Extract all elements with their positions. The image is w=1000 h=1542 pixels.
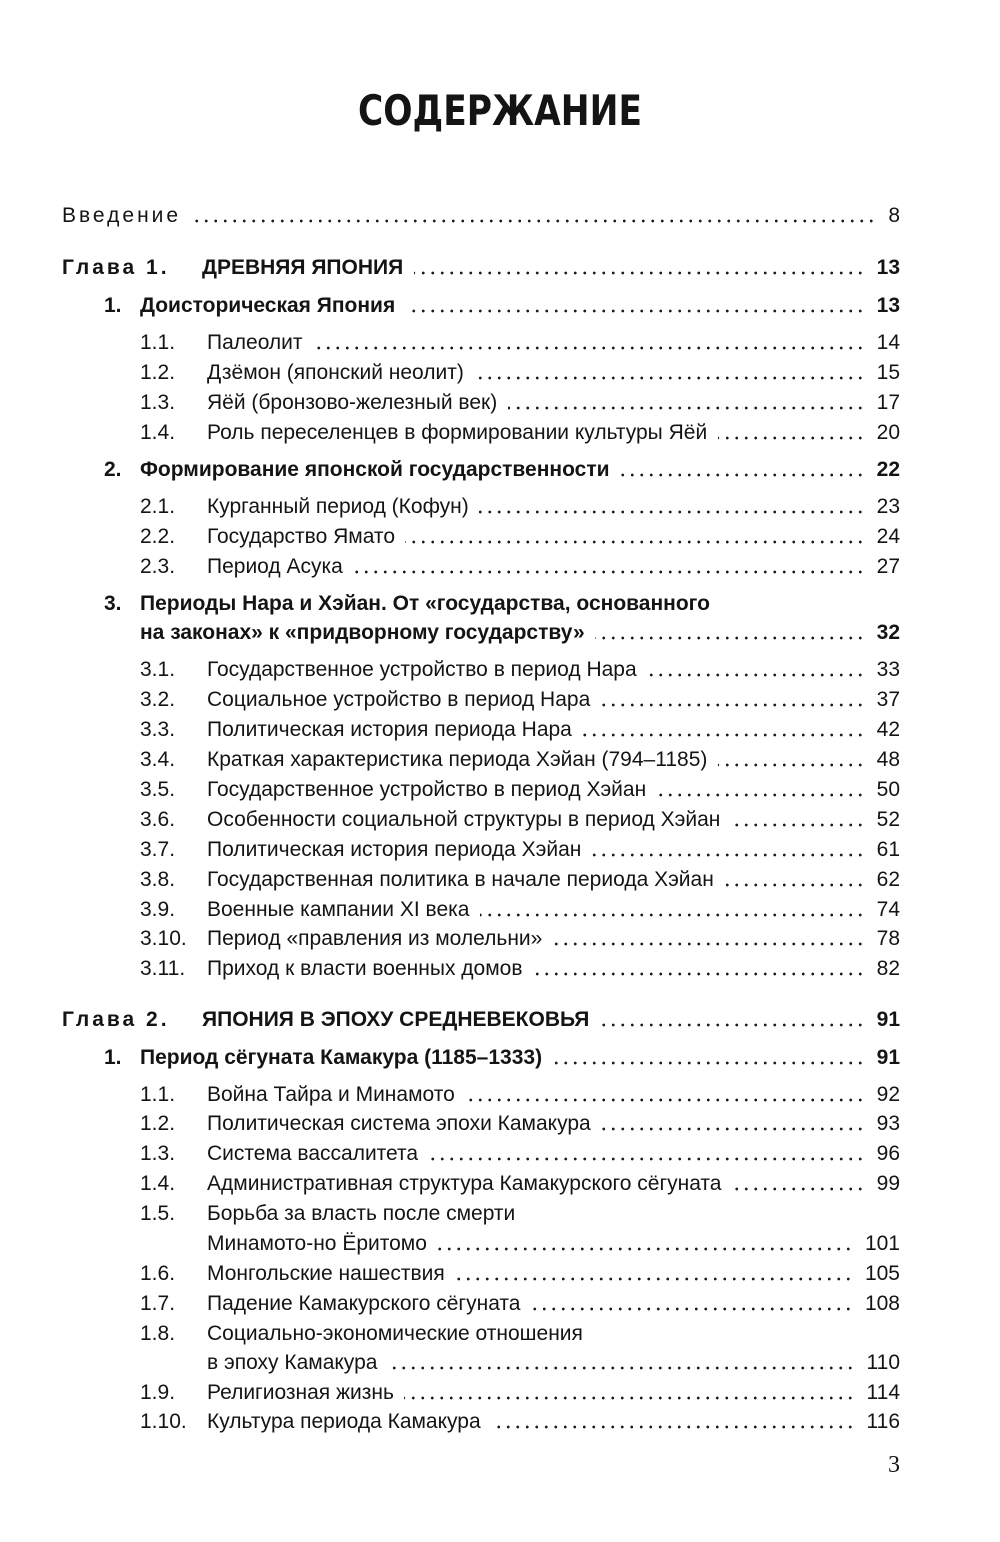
- toc-entry-title: Политическая система эпохи Камакура: [207, 1112, 591, 1135]
- toc-entry-title: Минамото-но Ёритомо: [207, 1232, 427, 1255]
- toc-entry-page: 114: [866, 1381, 900, 1404]
- toc-entry-title: Борьба за власть после смерти: [207, 1202, 516, 1225]
- leader-dots: [313, 346, 865, 350]
- toc-entry-page: 27: [876, 555, 900, 578]
- toc-entry-number: 1.: [104, 294, 122, 317]
- toc-entry: [0, 358, 1000, 388]
- toc-entry: [0, 1289, 1000, 1319]
- leader-dots: [718, 436, 865, 440]
- toc-entry: [0, 1139, 1000, 1169]
- toc-entry-number: 1.2.: [140, 1112, 176, 1135]
- toc-entry-page: 15: [876, 361, 900, 384]
- toc-entry: [0, 201, 1000, 231]
- toc-entry: [0, 1407, 1000, 1437]
- toc-entry-title: в эпоху Камакура: [207, 1351, 378, 1374]
- toc-entry: [0, 745, 1000, 775]
- toc-entry-number: 1.3.: [140, 391, 176, 414]
- toc-entry: [0, 253, 1000, 283]
- toc-entry-page: 105: [864, 1262, 900, 1285]
- toc-entry-title: Монгольские нашествия: [207, 1262, 445, 1285]
- toc-entry-number: 2.: [104, 458, 122, 481]
- toc-entry-number: 2.3.: [140, 555, 176, 578]
- toc-entry-title: Период Асука: [207, 555, 343, 578]
- toc-entry-title: Война Тайра и Минамото: [207, 1083, 455, 1106]
- toc-entry-page: 99: [876, 1172, 900, 1195]
- toc-entry: [0, 1080, 1000, 1110]
- toc-entry-title: Доисторическая Япония: [140, 294, 396, 317]
- leader-dots: [405, 540, 865, 544]
- leader-dots: [647, 673, 865, 677]
- toc-entry: [0, 1043, 1000, 1073]
- toc-entry-number: 3.9.: [140, 898, 176, 921]
- toc-entry-page: 22: [876, 458, 900, 481]
- toc-entry-page: 52: [876, 808, 900, 831]
- toc-entry-title: на законах» к «придворному государству»: [140, 621, 585, 644]
- toc-entry-number: 3.2.: [140, 688, 176, 711]
- toc-entry-title: Социальное устройство в период Нара: [207, 688, 591, 711]
- leader-dots: [508, 406, 865, 410]
- leader-dots: [592, 853, 865, 857]
- leader-dots: [531, 1307, 853, 1311]
- toc-entry-page: 37: [876, 688, 900, 711]
- toc-entry-title: Государственное устройство в период Хэйан: [207, 778, 647, 801]
- toc-entry: [0, 1229, 1000, 1259]
- toc-entry-number: 3.5.: [140, 778, 176, 801]
- toc-entry-page: 82: [876, 957, 900, 980]
- toc-entry-page: 13: [876, 256, 900, 279]
- toc-entry-title: Государство Ямато: [207, 525, 395, 548]
- toc-entry: [0, 865, 1000, 895]
- leader-dots: [731, 823, 865, 827]
- toc-entry-page: 91: [876, 1046, 900, 1069]
- leader-dots: [657, 793, 865, 797]
- toc-entry-title: Культура периода Камакура: [207, 1410, 481, 1433]
- toc-entry-title: Государственная политика в начале периода Хэйан: [207, 868, 714, 891]
- leader-dots: [491, 1425, 855, 1429]
- leader-dots: [620, 473, 865, 477]
- toc-entry-number: 1.7.: [140, 1292, 176, 1315]
- toc-entry-page: 8: [888, 204, 900, 227]
- leader-dots: [437, 1247, 853, 1251]
- toc-entry-number: 3.10.: [140, 927, 187, 950]
- toc-entry-title: Роль переселенцев в формировании культуры Яёй: [207, 421, 708, 444]
- toc-entry-number: 1.10.: [140, 1410, 187, 1433]
- leader-dots: [600, 1023, 865, 1027]
- toc-entry: [0, 492, 1000, 522]
- toc-entry-page: 74: [876, 898, 900, 921]
- toc-entry-title: Политическая история периода Нара: [207, 718, 572, 741]
- leader-dots: [480, 913, 865, 917]
- toc-entry-title: Введение: [62, 204, 182, 227]
- toc-entry-title: Религиозная жизнь: [207, 1381, 394, 1404]
- toc-entry: [0, 685, 1000, 715]
- toc-entry-number: 1.4.: [140, 1172, 176, 1195]
- toc-entry-page: 78: [876, 927, 900, 950]
- toc-entry-number: 1.1.: [140, 331, 176, 354]
- toc-entry: [0, 388, 1000, 418]
- leader-dots: [429, 1157, 865, 1161]
- toc-entry: [0, 589, 1000, 619]
- toc-entry-number: 1.1.: [140, 1083, 176, 1106]
- toc-entry: [0, 775, 1000, 805]
- toc-entry-number: Глава 1.: [62, 256, 170, 279]
- toc-entry: [0, 1109, 1000, 1139]
- toc-entry: [0, 1348, 1000, 1378]
- toc-entry-number: 3.3.: [140, 718, 176, 741]
- toc-entry-number: Глава 2.: [62, 1008, 170, 1031]
- leader-dots: [718, 763, 865, 767]
- toc-entry-page: 116: [866, 1410, 900, 1433]
- leader-dots: [414, 271, 865, 275]
- toc-entry-number: 1.4.: [140, 421, 176, 444]
- toc-entry: [0, 291, 1000, 321]
- leader-dots: [465, 1098, 865, 1102]
- toc-entry: [0, 895, 1000, 925]
- toc-entry-title: Яёй (бронзово-железный век): [207, 391, 498, 414]
- toc-entry-number: 3.4.: [140, 748, 176, 771]
- toc-entry: [0, 655, 1000, 685]
- toc-entry-title: Палеолит: [207, 331, 303, 354]
- toc-entry-title: ДРЕВНЯЯ ЯПОНИЯ: [202, 256, 404, 279]
- toc-entry-title: Период сёгуната Камакура (1185–1333): [140, 1046, 543, 1069]
- toc-entry: [0, 1169, 1000, 1199]
- toc-entry-page: 32: [876, 621, 900, 644]
- toc-entry-number: 1.8.: [140, 1322, 176, 1345]
- toc-entry-page: 24: [876, 525, 900, 548]
- toc-entry-title: Приход к власти военных домов: [207, 957, 523, 980]
- toc-entry: [0, 715, 1000, 745]
- toc-entry-page: 91: [876, 1008, 900, 1031]
- toc-entry-page: 101: [864, 1232, 900, 1255]
- toc-entry-number: 1.2.: [140, 361, 176, 384]
- leader-dots: [553, 1061, 865, 1065]
- toc-entry-title: Политическая история периода Хэйан: [207, 838, 582, 861]
- page-title: СОДЕРЖАНИЕ: [357, 86, 642, 135]
- toc-entry-title: Краткая характеристика периода Хэйан (794–1185): [207, 748, 708, 771]
- toc-entry-title: Период «правления из молельни»: [207, 927, 543, 950]
- toc-entry-page: 17: [876, 391, 900, 414]
- leader-dots: [553, 942, 865, 946]
- toc-entry: [0, 522, 1000, 552]
- toc-entry-title: Государственное устройство в период Нара: [207, 658, 637, 681]
- toc-entry-number: 3.6.: [140, 808, 176, 831]
- toc-entry-page: 13: [876, 294, 900, 317]
- toc-entry-page: 48: [876, 748, 900, 771]
- toc-entry-number: 3.11.: [140, 957, 186, 980]
- toc-entry-page: 20: [876, 421, 900, 444]
- toc-entry-number: 3.7.: [140, 838, 176, 861]
- leader-dots: [388, 1366, 855, 1370]
- leader-dots: [533, 972, 865, 976]
- toc-entry-page: 96: [876, 1142, 900, 1165]
- toc-entry-page: 23: [876, 495, 900, 518]
- toc-entry: [0, 954, 1000, 984]
- leader-dots: [732, 1187, 865, 1191]
- toc-entry: [0, 1378, 1000, 1408]
- toc-entry-page: 92: [876, 1083, 900, 1106]
- toc-entry: [0, 455, 1000, 485]
- leader-dots: [404, 1396, 855, 1400]
- toc-entry: [0, 1199, 1000, 1229]
- toc-entry-number: 1.: [104, 1046, 122, 1069]
- toc-entry-number: 1.3.: [140, 1142, 176, 1165]
- toc-entry-title: ЯПОНИЯ В ЭПОХУ СРЕДНЕВЕКОВЬЯ: [202, 1008, 590, 1031]
- toc-entry: [0, 924, 1000, 954]
- toc-entry-title: Курганный период (Кофун): [207, 495, 469, 518]
- toc-entry-number: 1.6.: [140, 1262, 176, 1285]
- toc-entry-title: Административная структура Камакурского сёгуната: [207, 1172, 722, 1195]
- toc-entry-page: 110: [866, 1351, 900, 1374]
- leader-dots: [353, 570, 865, 574]
- leader-dots: [406, 309, 865, 313]
- toc-entry: [0, 552, 1000, 582]
- toc-entry-page: 33: [876, 658, 900, 681]
- toc-entry-number: 1.5.: [140, 1202, 176, 1225]
- toc-entry-title: Система вассалитета: [207, 1142, 419, 1165]
- page-number: 3: [888, 1452, 900, 1478]
- toc-entry-title: Социально-экономические отношения: [207, 1322, 583, 1345]
- toc-entry: [0, 1005, 1000, 1035]
- toc-entry-title: Формирование японской государственности: [140, 458, 610, 481]
- leader-dots: [582, 733, 865, 737]
- toc-entry-number: 2.2.: [140, 525, 176, 548]
- toc-entry-page: 61: [876, 838, 900, 861]
- toc-entry-title: Военные кампании XI века: [207, 898, 470, 921]
- toc-entry-page: 14: [876, 331, 900, 354]
- toc-entry-number: 3.1.: [140, 658, 176, 681]
- toc-entry: [0, 1259, 1000, 1289]
- leader-dots: [724, 883, 865, 887]
- toc-entry: [0, 418, 1000, 448]
- toc-entry-number: 1.9.: [140, 1381, 176, 1404]
- toc-entry-title: Падение Камакурского сёгуната: [207, 1292, 521, 1315]
- toc-entry-title: Периоды Нара и Хэйан. От «государства, основанного: [140, 592, 710, 615]
- toc-entry: [0, 805, 1000, 835]
- leader-dots: [192, 219, 876, 223]
- leader-dots: [455, 1277, 853, 1281]
- leader-dots: [601, 1127, 865, 1131]
- toc-entry-page: 42: [876, 718, 900, 741]
- toc-entry: [0, 835, 1000, 865]
- toc-entry-page: 50: [876, 778, 900, 801]
- leader-dots: [601, 703, 865, 707]
- toc-entry-page: 93: [876, 1112, 900, 1135]
- leader-dots: [479, 510, 865, 514]
- toc-entry: [0, 328, 1000, 358]
- leader-dots: [474, 376, 865, 380]
- toc-entry-title: Особенности социальной структуры в период Хэйан: [207, 808, 721, 831]
- toc-entry-number: 3.8.: [140, 868, 176, 891]
- toc-entry-title: Дзёмон (японский неолит): [207, 361, 464, 384]
- toc-entry-page: 62: [876, 868, 900, 891]
- toc-entry: [0, 1319, 1000, 1349]
- toc-entry-page: 108: [864, 1292, 900, 1315]
- leader-dots: [595, 636, 865, 640]
- toc-entry-number: 2.1.: [140, 495, 176, 518]
- toc-entry-number: 3.: [104, 592, 122, 615]
- toc-entry: [0, 618, 1000, 648]
